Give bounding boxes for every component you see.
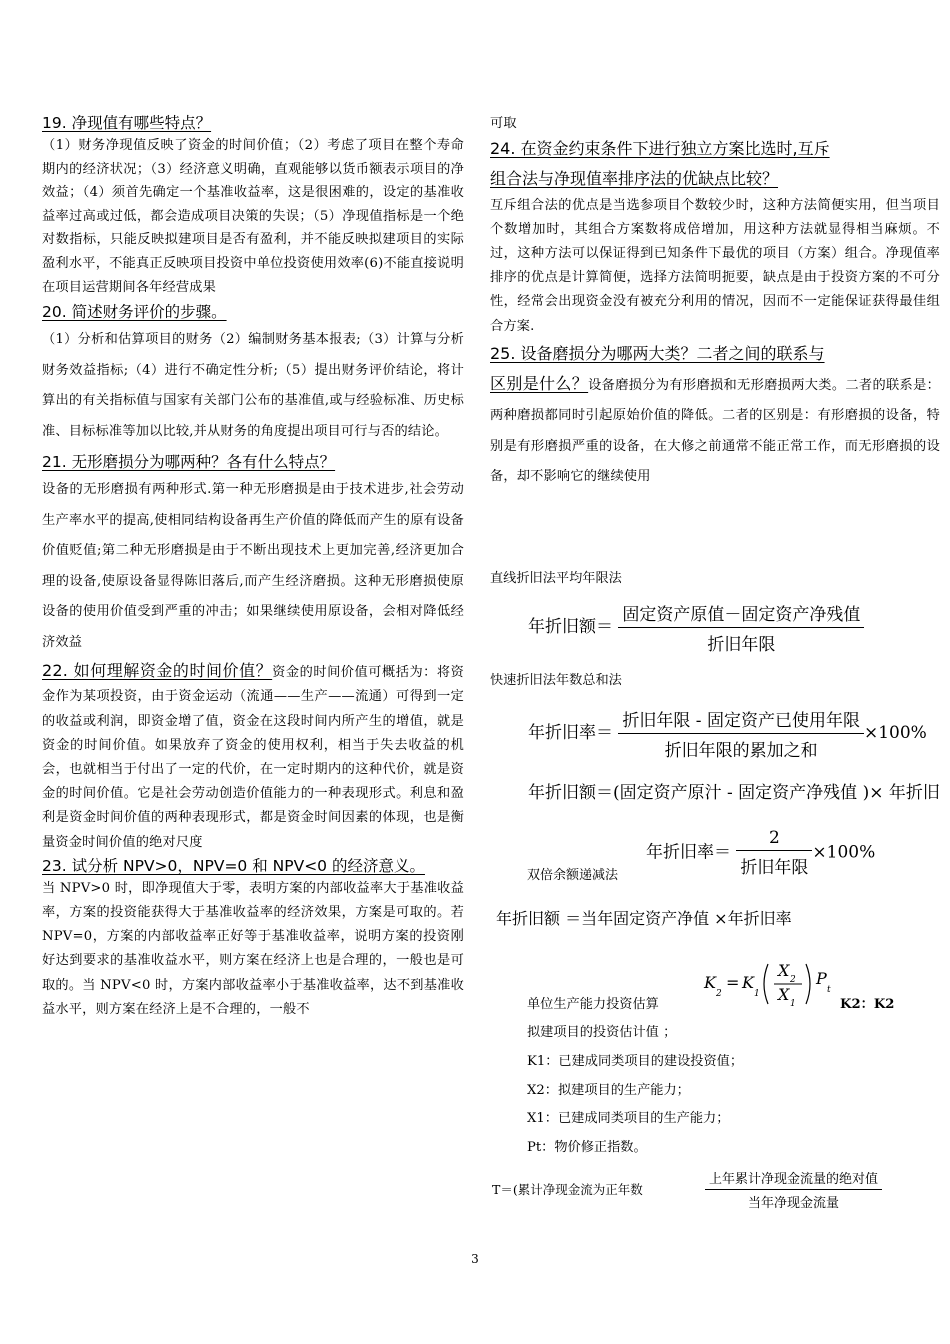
sum-of-years-rate-tail: ×100% — [863, 723, 927, 743]
q24-heading-line1: 24. 在资金约束条件下进行独立方案比选时,互斥 — [490, 138, 830, 158]
q22-block — [42, 659, 464, 855]
capacity-pt-def: Pt：物价修正指数。 — [527, 1140, 647, 1155]
ddb-rate-numerator: 2 — [736, 828, 812, 851]
svg-text:K: K — [742, 973, 754, 992]
straight-line-numerator: 固定资产原值－固定资产净残值 — [618, 600, 864, 628]
q22-heading: 22. 如何理解资金的时间价值？ — [42, 661, 273, 681]
capacity-formula-graphic — [702, 954, 842, 1014]
q20-body: （1）分析和估算项目的财务（2）编制财务基本报表;（3）计算与分析财务效益指标;（4）进行不确定性分析;（5）提出财务评价结论，将计算出的有关指标值与国家有关部门公布的基准值,或与经验标准、历史标准、目标标准等加以比较,并从财务的角度提出项目可行与否的结论。 — [42, 332, 464, 439]
straight-line-lhs: 年折旧额＝ — [528, 617, 613, 637]
ddb-label: 双倍余额递减法 — [527, 868, 619, 883]
ddb-rate-tail: ×100% — [812, 842, 876, 863]
straight-line-formula — [528, 600, 864, 655]
sum-of-years-rate-numerator: 折旧年限 - 固定资产已使用年限 — [618, 706, 864, 734]
q25-body-first: 设备磨损分为有形磨损和无形磨损两大 — [588, 377, 819, 393]
capacity-x1-def: X1：已建成同类项目的生产能力； — [527, 1111, 730, 1126]
payback-numerator: 上年累计净现金流量的绝对值 — [705, 1168, 882, 1190]
q22-body: 概括为：将资金作为某项投资，由于资金运动（流通——生产——流通）可得到一定的收益或利润，即资金增了值，资金在这段时间内所产生的增值，就是资金的时间价值。如果放弃了资金的使用权利，相当于失去收益的机会，也就相当于付出了一定的代价，在一定时期内的这种代价，就是资金的时间价值。它是社会劳动创造价值能力的一种表现形式。利息和盈利是资金时间价值的两种表现形式，都是资金时间因素的体现，也是衡量资金时间价值的绝对尺度 — [42, 665, 465, 850]
capacity-formula — [702, 954, 842, 1018]
ddb-amount-formula: 年折旧额 ＝当年固定资产净值 ×年折旧率 — [496, 909, 792, 928]
svg-text:P: P — [816, 969, 827, 988]
sum-of-years-amount-lhs: 年折旧额＝ — [528, 783, 613, 803]
ddb-rate-formula — [646, 828, 875, 878]
payback-fraction — [705, 1168, 882, 1211]
svg-text:1: 1 — [754, 989, 760, 999]
capacity-k2-tag: K2：K2 — [840, 997, 895, 1012]
sum-of-years-amount-body: (固定资产原汁 - 固定资产净残值 )× 年折旧 — [613, 783, 940, 803]
payback-lhs: T＝(累计净现金流为正年数 — [492, 1182, 643, 1197]
q25-body: 类。二者的联系是：两种磨损都同时引起原始价值的降低。二者的区别是：有形磨损的设备，特别是有形磨损严重的设备，在大修之前通常不能正常工作，而无形磨损的设备，却不影响它的继续使用 — [490, 377, 940, 485]
sum-of-years-amount-formula — [528, 778, 940, 803]
svg-text:=: = — [726, 973, 740, 992]
svg-text:X: X — [778, 985, 790, 1004]
q25-block — [490, 369, 940, 493]
straight-line-denominator: 折旧年限 — [707, 635, 776, 655]
svg-text:1: 1 — [790, 999, 796, 1009]
q21-heading: 21. 无形磨损分为哪两种？各有什么特点？ — [42, 453, 336, 472]
q22-body-first: 资金的时间价值可 — [272, 665, 382, 681]
q25-heading-line2: 区别是什么？ — [490, 373, 589, 393]
capacity-x2-def: X2：拟建项目的生产能力； — [527, 1083, 690, 1098]
ddb-rate-denominator: 折旧年限 — [740, 858, 809, 878]
q24-heading-line2: 组合法与净现值率排序法的优缺点比较？ — [490, 168, 779, 188]
ddb-rate-lhs: 年折旧率＝ — [646, 842, 731, 863]
straight-line-label: 直线折旧法平均年限法 — [490, 571, 622, 586]
sum-of-years-rate-denominator: 折旧年限的累加之和 — [664, 741, 818, 761]
svg-text:2: 2 — [790, 975, 796, 985]
straight-line-fraction — [618, 600, 864, 655]
payback-denominator: 当年净现金流量 — [748, 1196, 840, 1211]
q25-heading-line1: 25. 设备磨损分为哪两大类？二者之间的联系与 — [490, 343, 825, 363]
capacity-k2-def: 拟建项目的投资估计值 ； — [527, 1025, 677, 1040]
ddb-rate-fraction — [736, 828, 812, 878]
q19-heading: 19. 净现值有哪些特点？ — [42, 114, 212, 132]
capacity-k1-def: K1：已建成同类项目的建设投资值； — [527, 1054, 744, 1069]
left-column — [42, 112, 464, 1022]
svg-text:X: X — [778, 961, 790, 980]
q24-body: 互斥组合法的优点是当选参项目个数较少时，这种方法简便实用，但当项目个数增加时，其组合方案数将成倍增加，用这种方法就显得相当麻烦。不过，这种方法可以保证得到已知条件下最优的项目（方案）组合。净现值率排序的优点是计算简便，选择方法简明扼要，缺点是由于投资方案的不可分性，经常会出现资金没有被充分利用的情况，因而不一定能保证获得最佳组合方案. — [490, 197, 940, 334]
q23-heading: 23. 试分析 NPV>0，NPV=0 和 NPV<0 的经济意义。 — [42, 856, 425, 875]
q19-body: （1）财务净现值反映了资金的时间价值；（2）考虑了项目在整个寿命期内的经济状况；（3）经济意义明确，直观能够以货币额表示项目的净效益；（4）须首先确定一个基准收益率，这是很困难的，设定的基准收益率过高或过低，都会造成项目决策的失误；（5）净现值指标是一个绝对数指标，只能反映拟建项目是否有盈利，并不能反映拟建项目的实际盈利水平，不能真正反映项目投资中单位投资使用效率(6)不能直接说明在项目运营期间各年经营成果 — [42, 138, 464, 295]
capacity-label: 单位生产能力投资估算 — [527, 997, 659, 1012]
page-number: 3 — [471, 1252, 479, 1266]
svg-text:t: t — [827, 985, 831, 995]
svg-text:K: K — [704, 973, 716, 992]
q21-body: 设备的无形磨损有两种形式.第一种无形磨损是由于技术进步,社会劳动生产率水平的提高,使相同结构设备再生产价值的降低而产生的原有设备价值贬值;第二种无形磨损是由于不断出现技术上更加完善,经济更加合理的设备,使原设备显得陈旧落后,而产生经济磨损。这种无形磨损使原设备的使用价值受到严重的冲击；如果继续使用原设备，会相对降低经济效益 — [42, 482, 464, 650]
q23-carry-text: 可取 — [490, 116, 517, 131]
sum-of-years-label: 快速折旧法年数总和法 — [490, 673, 622, 688]
q23-body: 当 NPV>0 时，即净现值大于零，表明方案的内部收益率大于基准收益率，方案的投资能获得大于基准收益率的经济效果，方案是可取的。若 NPV=0，方案的内部收益率正好等于基准收益率，说明方案的投资刚好达到要求的基准收益水平，则方案在经济上也是合理的，一般也是可取的。当 NPV<0 时，方案内部收益率小于基准收益率，达不到基准收益水平，则方案在经济上是不合理的，一般不 — [42, 880, 464, 1017]
svg-text:2: 2 — [716, 989, 722, 999]
right-column — [490, 112, 940, 493]
q20-heading: 20. 简述财务评价的步骤。 — [42, 303, 227, 322]
sum-of-years-rate-fraction — [618, 706, 864, 761]
sum-of-years-rate-formula — [528, 706, 927, 761]
sum-of-years-rate-lhs: 年折旧率＝ — [528, 723, 613, 743]
